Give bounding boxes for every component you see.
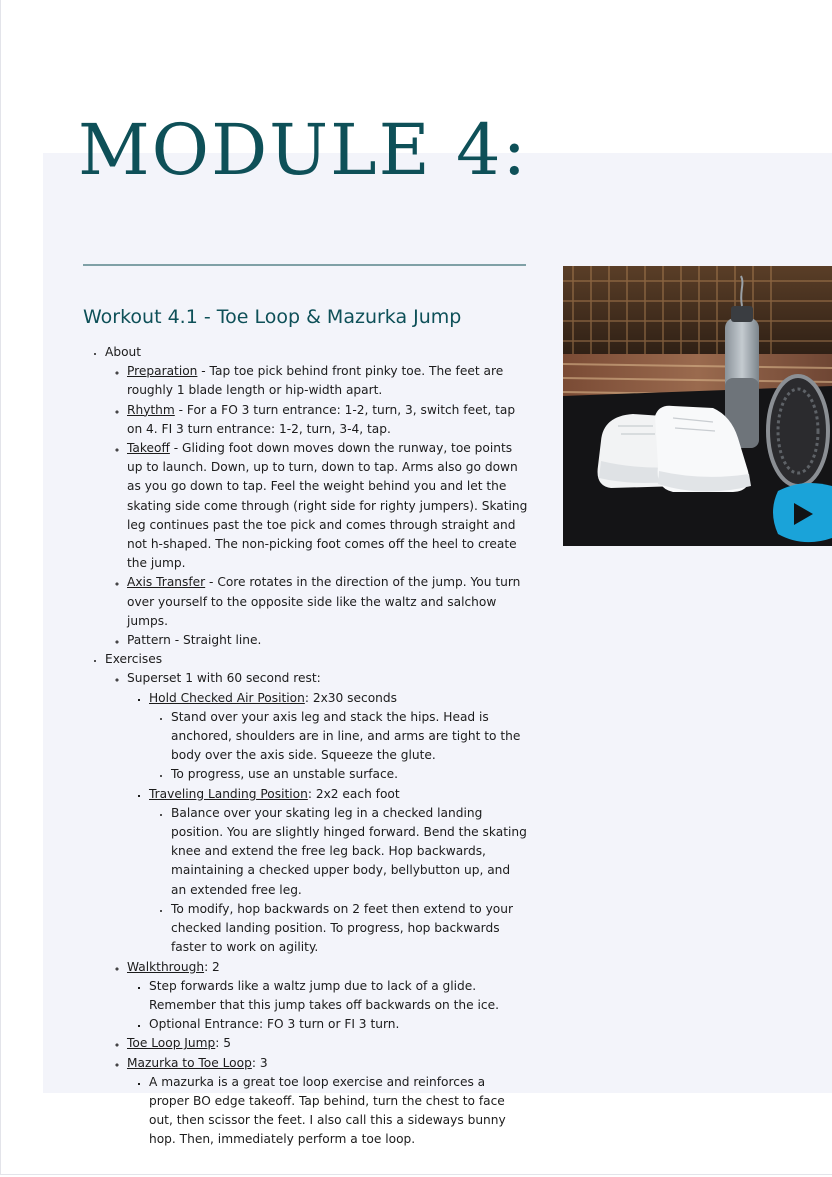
- list-item: • Balance over your skating leg in a checked landing position. You are slightly hinged forward. Bend the skating knee and extend the free leg back. Hop backwards, maintaining a checked upper body, bellybutton up, and an extended free leg.: [171, 804, 528, 900]
- toe-loop-jump-link[interactable]: Toe Loop Jump: [127, 1036, 216, 1051]
- list-item: • Stand over your axis leg and stack the hips. Head is anchored, shoulders are in line, and arms are tight to the body over the axis side. Squeeze the glute.: [171, 708, 528, 766]
- list-item: ▪ A mazurka is a great toe loop exercise and reinforces a proper BO edge takeoff. Tap behind, turn the chest to face out, then scissor the feet. I also call this a sideways bunny hop. Then, immediately perform a toe loop.: [149, 1073, 528, 1150]
- rhythm-text: - For a FO 3 turn entrance: 1-2, turn, 3, switch feet, tap on 4. FI 3 turn entrance: 1-2, turn, 3-4, tap.: [127, 402, 516, 436]
- traveling-landing-position-link[interactable]: Traveling Landing Position: [149, 786, 308, 801]
- list-item-about: [105, 343, 528, 650]
- exercises-list: [105, 669, 528, 1149]
- takeoff-link[interactable]: Takeoff: [127, 441, 170, 456]
- hold-text: : 2x30 seconds: [304, 690, 397, 705]
- list-item: [127, 1034, 528, 1053]
- about-list: [105, 362, 528, 650]
- list-item: [149, 689, 528, 785]
- about-label: About: [105, 345, 142, 359]
- list-item: ▪ Optional Entrance: FO 3 turn or FI 3 turn.: [149, 1015, 528, 1034]
- list-item: • To modify, hop backwards on 2 feet then extend to your checked landing position. To progress, hop backwards faster to work on agility.: [171, 900, 528, 958]
- list-item: • To progress, use an unstable surface.: [171, 765, 528, 784]
- hold-checked-air-position-link[interactable]: Hold Checked Air Position: [149, 690, 305, 705]
- list-item: [127, 958, 528, 1035]
- list-item: [127, 573, 528, 631]
- list-item: [127, 439, 528, 573]
- list-item: [149, 785, 528, 958]
- rhythm-link[interactable]: Rhythm: [127, 402, 175, 417]
- takeoff-text: - Gliding foot down moves down the runway, toe points up to launch. Down, up to turn, down to tap. Arms also go down as you go down to tap. Feel the weight behind you and let the skating side come through (right side for righty jumpers). Skating leg continues past the toe pick and comes through straight and not h-shaped. The non-picking foot comes off the heel to create the jump.: [127, 441, 528, 571]
- preparation-text: - Tap toe pick behind front pinky toe. The feet are roughly 1 blade length or hip-width apart.: [127, 364, 504, 398]
- list-item: [127, 1054, 528, 1150]
- traveling-text: : 2x2 each foot: [307, 786, 400, 801]
- axis-transfer-text: - Core rotates in the direction of the jump. You turn over yourself to the opposite side like the waltz and salchow jumps.: [127, 575, 521, 628]
- pattern-text: Pattern - Straight line.: [127, 633, 262, 648]
- mazurka-to-toe-loop-link[interactable]: Mazurka to Toe Loop: [127, 1055, 252, 1070]
- exercises-label: Exercises: [105, 652, 163, 667]
- preparation-link[interactable]: Preparation: [127, 364, 198, 379]
- list-item: ▪ Step forwards like a waltz jump due to lack of a glide. Remember that this jump takes off backwards on the ice.: [149, 977, 528, 1015]
- mazurka-text: : 3: [251, 1055, 268, 1070]
- toe-loop-text: : 5: [215, 1036, 231, 1051]
- hold-notes: [149, 708, 528, 785]
- walkthrough-text: : 2: [204, 959, 220, 974]
- superset-label: Superset 1 with 60 second rest:: [127, 671, 321, 686]
- play-icon[interactable]: [792, 502, 814, 526]
- module-title: MODULE 4:: [78, 109, 529, 191]
- axis-transfer-link[interactable]: Axis Transfer: [127, 575, 206, 590]
- workout-title: Workout 4.1 - Toe Loop & Mazurka Jump: [83, 306, 462, 328]
- list-item: [127, 631, 528, 650]
- walkthrough-link[interactable]: Walkthrough: [127, 959, 205, 974]
- workout-video-thumbnail[interactable]: [563, 266, 832, 546]
- list-item: [127, 362, 528, 400]
- top-list: [83, 343, 528, 1150]
- mazurka-notes: [127, 1073, 528, 1150]
- list-item-exercises: [105, 650, 528, 1149]
- workout-content: [83, 343, 528, 1150]
- list-item: [127, 669, 528, 957]
- traveling-notes: [149, 804, 528, 958]
- superset-list: [127, 689, 528, 958]
- title-divider: [83, 264, 526, 266]
- list-item: [127, 401, 528, 439]
- walkthrough-notes: [127, 977, 528, 1035]
